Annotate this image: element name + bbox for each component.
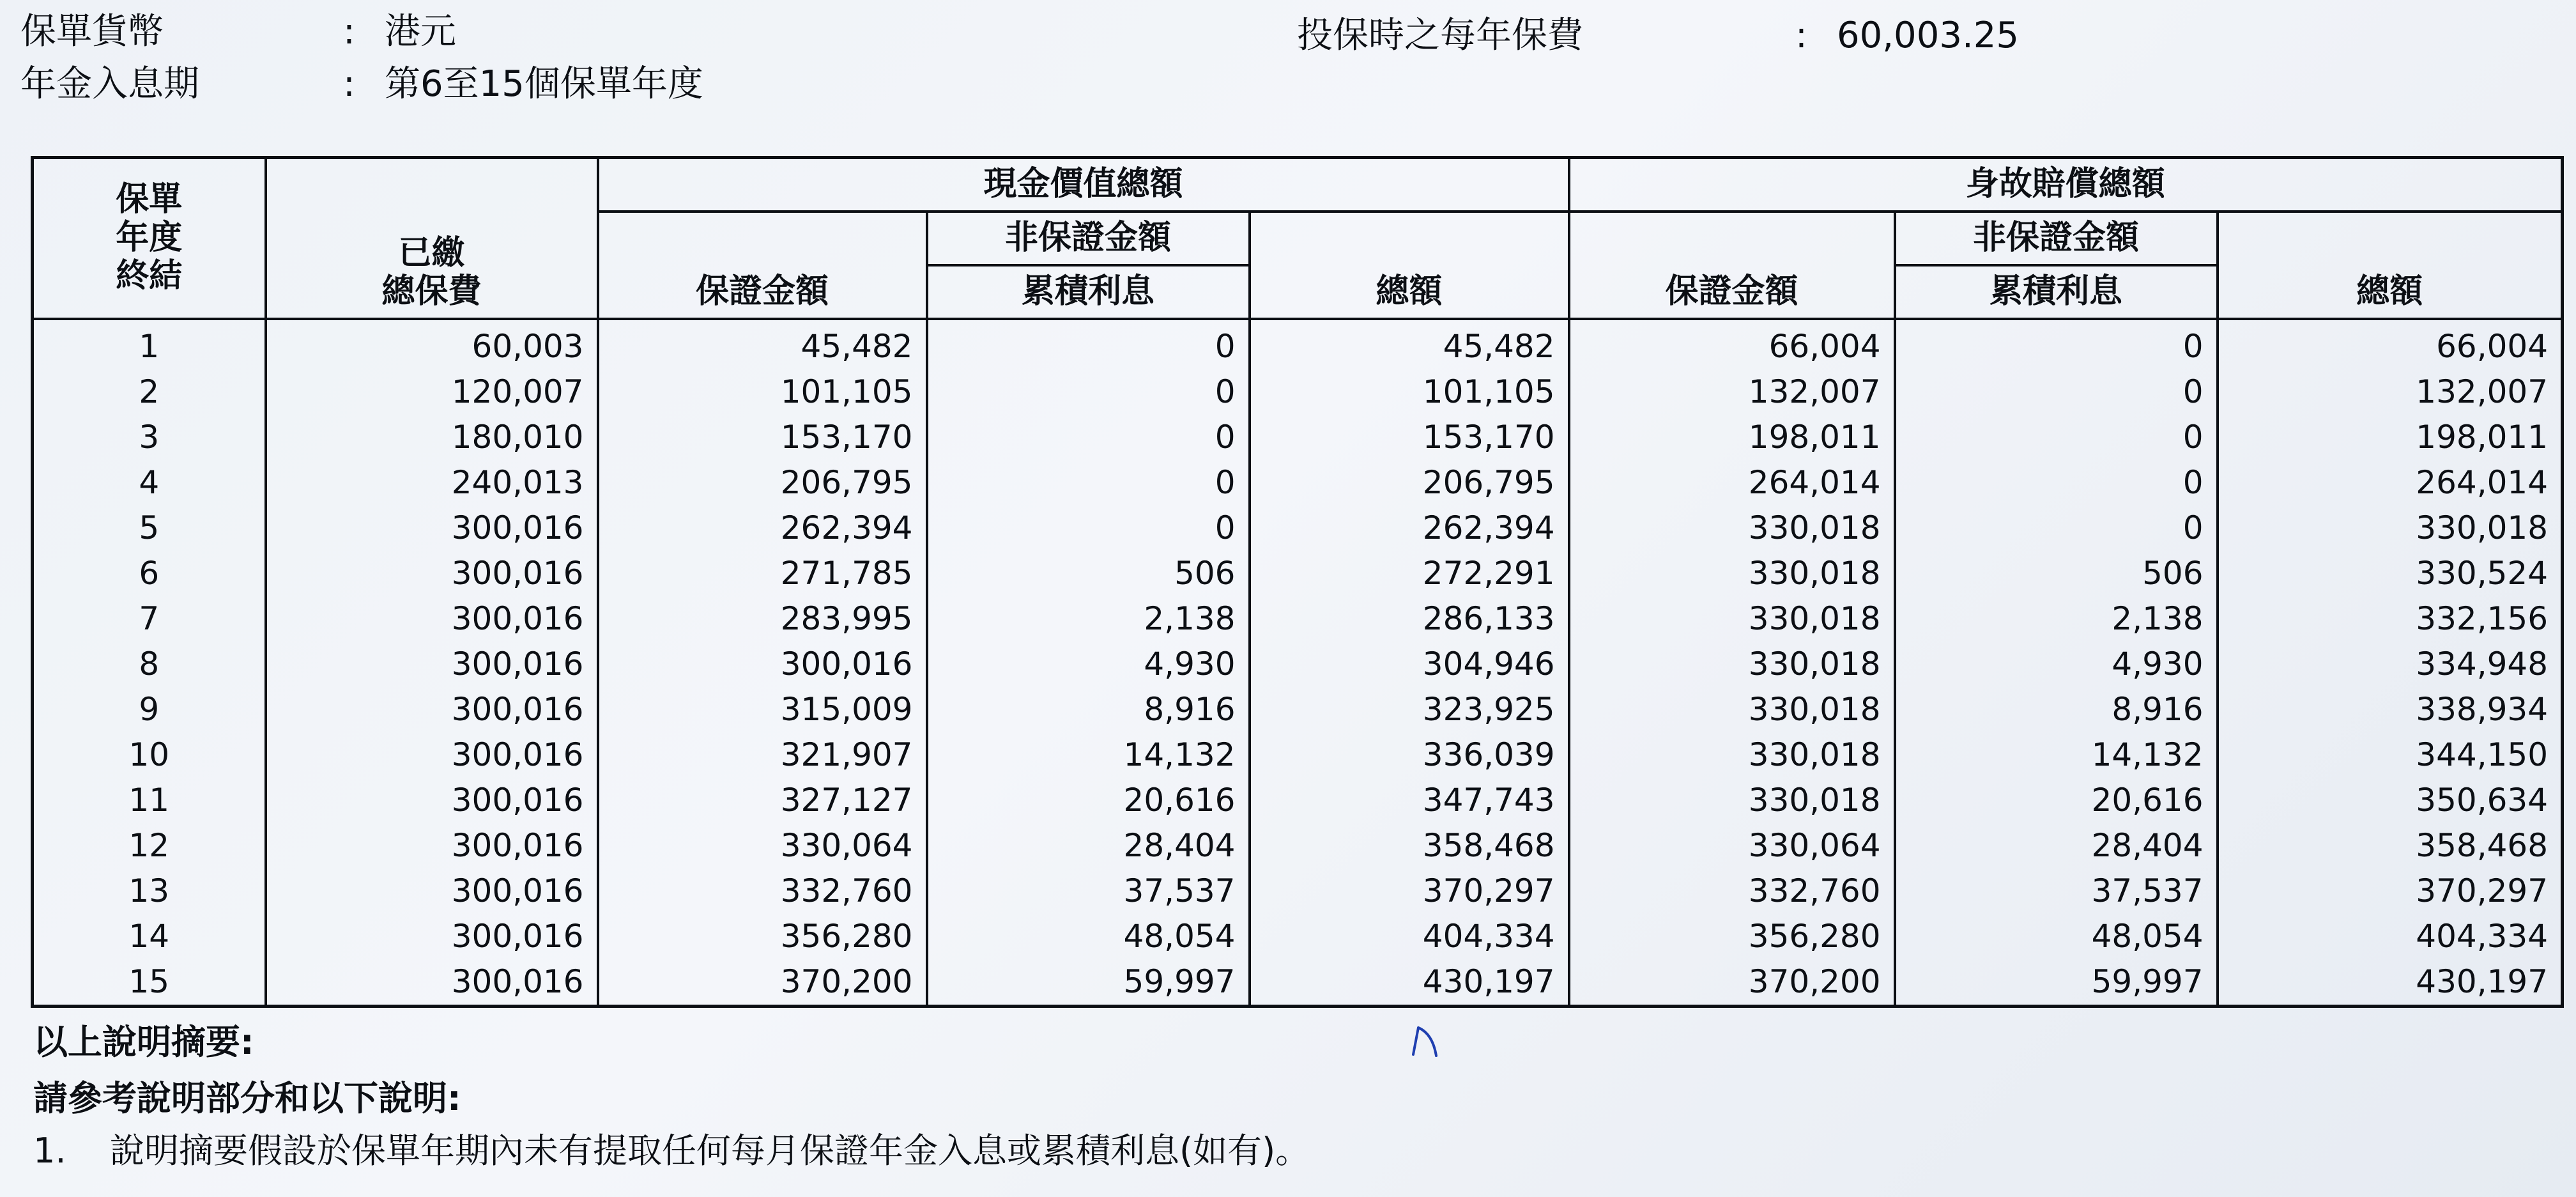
refer-heading: 請參考說明部分和以下說明:	[33, 1078, 461, 1118]
cell-total-paid: 240,013	[266, 460, 598, 506]
cell-death-guaranteed: 330,018	[1569, 687, 1895, 732]
cell-death-accumulated-interest: 0	[1895, 506, 2218, 551]
annuity-value: 第6至15個保單年度	[385, 63, 703, 105]
cell-cash-guaranteed: 206,795	[598, 460, 927, 506]
cell-death-guaranteed: 330,018	[1569, 596, 1895, 642]
annuity-colon: :	[343, 63, 355, 105]
table-row	[33, 319, 2563, 369]
table-row	[33, 415, 2563, 460]
cell-death-guaranteed: 330,018	[1569, 551, 1895, 596]
cell-total-paid: 300,016	[266, 732, 598, 778]
cell-cash-accumulated-interest: 20,616	[927, 778, 1250, 823]
table-row	[33, 642, 2563, 687]
cell-death-guaranteed: 264,014	[1569, 460, 1895, 506]
cell-cash-accumulated-interest: 0	[927, 319, 1250, 369]
cell-death-guaranteed: 198,011	[1569, 415, 1895, 460]
cell-cash-guaranteed: 370,200	[598, 959, 927, 1007]
cell-total-paid: 300,016	[266, 551, 598, 596]
cell-policy-year: 2	[33, 369, 266, 415]
table-row	[33, 914, 2563, 959]
cell-cash-accumulated-interest: 4,930	[927, 642, 1250, 687]
cell-cash-total: 153,170	[1250, 415, 1569, 460]
cell-death-guaranteed: 332,760	[1569, 869, 1895, 914]
cell-death-accumulated-interest: 0	[1895, 319, 2218, 369]
cell-cash-accumulated-interest: 14,132	[927, 732, 1250, 778]
cell-cash-total: 304,946	[1250, 642, 1569, 687]
note-1-number: 1.	[33, 1131, 66, 1171]
table-row	[33, 506, 2563, 551]
table-row	[33, 460, 2563, 506]
cell-cash-guaranteed: 153,170	[598, 415, 927, 460]
cell-death-accumulated-interest: 48,054	[1895, 914, 2218, 959]
header-policy-year	[33, 158, 266, 319]
header-cash-value-total: 現金價值總額	[598, 158, 1569, 212]
cell-policy-year: 14	[33, 914, 266, 959]
cell-cash-total: 430,197	[1250, 959, 1569, 1007]
cell-cash-accumulated-interest: 37,537	[927, 869, 1250, 914]
header-policy-year-line2: 年度	[116, 218, 183, 257]
annual-premium-colon: :	[1795, 15, 1807, 56]
cell-total-paid: 180,010	[266, 415, 598, 460]
cell-death-accumulated-interest: 0	[1895, 460, 2218, 506]
cell-cash-total: 206,795	[1250, 460, 1569, 506]
cell-cash-accumulated-interest: 48,054	[927, 914, 1250, 959]
cell-death-accumulated-interest: 8,916	[1895, 687, 2218, 732]
cell-cash-total: 45,482	[1250, 319, 1569, 369]
header-policy-year-line1: 保單	[116, 180, 183, 219]
cell-cash-guaranteed: 321,907	[598, 732, 927, 778]
cell-cash-total: 272,291	[1250, 551, 1569, 596]
cell-death-total: 358,468	[2218, 823, 2563, 869]
cell-death-accumulated-interest: 20,616	[1895, 778, 2218, 823]
cell-death-guaranteed: 330,018	[1569, 732, 1895, 778]
cell-cash-accumulated-interest: 0	[927, 415, 1250, 460]
cell-cash-guaranteed: 45,482	[598, 319, 927, 369]
cell-death-total: 332,156	[2218, 596, 2563, 642]
cell-cash-total: 404,334	[1250, 914, 1569, 959]
annuity-label: 年金入息期	[20, 63, 199, 105]
cell-total-paid: 300,016	[266, 642, 598, 687]
note-1-text: 說明摘要假設於保單年期內未有提取任何每月保證年金入息或累積利息(如有)。	[110, 1131, 1310, 1171]
cell-death-guaranteed: 330,018	[1569, 642, 1895, 687]
cell-cash-guaranteed: 315,009	[598, 687, 927, 732]
cell-death-total: 198,011	[2218, 415, 2563, 460]
cell-death-accumulated-interest: 28,404	[1895, 823, 2218, 869]
cell-death-accumulated-interest: 0	[1895, 415, 2218, 460]
cell-total-paid: 300,016	[266, 869, 598, 914]
cell-death-accumulated-interest: 0	[1895, 369, 2218, 415]
table-row	[33, 687, 2563, 732]
cell-death-accumulated-interest: 14,132	[1895, 732, 2218, 778]
cell-death-total: 264,014	[2218, 460, 2563, 506]
cell-total-paid: 300,016	[266, 596, 598, 642]
currency-label: 保單貨幣	[20, 11, 164, 52]
cell-total-paid: 60,003	[266, 319, 598, 369]
header-death-guaranteed: 保證金額	[1569, 212, 1895, 319]
cell-death-total: 404,334	[2218, 914, 2563, 959]
cell-death-accumulated-interest: 4,930	[1895, 642, 2218, 687]
cell-death-total: 330,018	[2218, 506, 2563, 551]
header-total-paid-line1: 已繳	[398, 233, 465, 272]
table-row	[33, 596, 2563, 642]
cell-cash-total: 323,925	[1250, 687, 1569, 732]
currency-colon: :	[343, 11, 355, 52]
cell-death-guaranteed: 330,018	[1569, 506, 1895, 551]
header-cash-non-guaranteed: 非保證金額	[927, 212, 1250, 265]
cell-cash-accumulated-interest: 0	[927, 506, 1250, 551]
table-row	[33, 732, 2563, 778]
cell-policy-year: 13	[33, 869, 266, 914]
policy-illustration-table	[31, 156, 2564, 1008]
cell-policy-year: 8	[33, 642, 266, 687]
cell-death-total: 338,934	[2218, 687, 2563, 732]
cell-policy-year: 11	[33, 778, 266, 823]
cell-cash-total: 262,394	[1250, 506, 1569, 551]
cell-total-paid: 300,016	[266, 914, 598, 959]
table-row	[33, 823, 2563, 869]
cell-cash-total: 101,105	[1250, 369, 1569, 415]
cell-death-accumulated-interest: 59,997	[1895, 959, 2218, 1007]
cell-policy-year: 15	[33, 959, 266, 1007]
cell-death-guaranteed: 356,280	[1569, 914, 1895, 959]
cell-policy-year: 3	[33, 415, 266, 460]
cell-death-guaranteed: 132,007	[1569, 369, 1895, 415]
cell-death-total: 370,297	[2218, 869, 2563, 914]
currency-value: 港元	[385, 11, 456, 52]
cell-total-paid: 300,016	[266, 823, 598, 869]
cell-cash-accumulated-interest: 59,997	[927, 959, 1250, 1007]
cell-cash-guaranteed: 332,760	[598, 869, 927, 914]
table-header	[33, 158, 2563, 319]
cell-cash-total: 358,468	[1250, 823, 1569, 869]
cell-policy-year: 6	[33, 551, 266, 596]
cell-policy-year: 10	[33, 732, 266, 778]
table-row	[33, 959, 2563, 1007]
cell-death-accumulated-interest: 37,537	[1895, 869, 2218, 914]
cell-cash-guaranteed: 283,995	[598, 596, 927, 642]
header-death-total: 總額	[2218, 212, 2563, 319]
cell-death-guaranteed: 330,064	[1569, 823, 1895, 869]
cell-policy-year: 5	[33, 506, 266, 551]
cell-policy-year: 12	[33, 823, 266, 869]
table-row	[33, 778, 2563, 823]
cell-cash-accumulated-interest: 0	[927, 369, 1250, 415]
cell-total-paid: 300,016	[266, 506, 598, 551]
table-body	[33, 319, 2563, 1007]
cell-total-paid: 120,007	[266, 369, 598, 415]
header-cash-guaranteed: 保證金額	[598, 212, 927, 319]
cell-cash-total: 286,133	[1250, 596, 1569, 642]
cell-cash-guaranteed: 330,064	[598, 823, 927, 869]
cell-cash-guaranteed: 262,394	[598, 506, 927, 551]
cell-cash-accumulated-interest: 2,138	[927, 596, 1250, 642]
header-death-non-guaranteed: 非保證金額	[1895, 212, 2218, 265]
annual-premium-value: 60,003.25	[1837, 15, 2020, 56]
cell-death-accumulated-interest: 2,138	[1895, 596, 2218, 642]
annual-premium-label: 投保時之每年保費	[1297, 15, 1583, 56]
header-cash-total: 總額	[1250, 212, 1569, 319]
cell-death-guaranteed: 370,200	[1569, 959, 1895, 1007]
cell-total-paid: 300,016	[266, 778, 598, 823]
summary-heading: 以上說明摘要:	[33, 1022, 254, 1062]
cell-cash-accumulated-interest: 28,404	[927, 823, 1250, 869]
table-row	[33, 551, 2563, 596]
cell-policy-year: 1	[33, 319, 266, 369]
header-death-benefit-total: 身故賠償總額	[1569, 158, 2563, 212]
handwritten-mark	[1406, 1023, 1444, 1061]
cell-total-paid: 300,016	[266, 687, 598, 732]
cell-cash-accumulated-interest: 0	[927, 460, 1250, 506]
header-total-paid	[266, 158, 598, 319]
cell-death-total: 334,948	[2218, 642, 2563, 687]
header-total-paid-line2: 總保費	[381, 272, 482, 311]
cell-total-paid: 300,016	[266, 959, 598, 1007]
cell-cash-total: 347,743	[1250, 778, 1569, 823]
cell-death-total: 350,634	[2218, 778, 2563, 823]
header-cash-accumulated-interest: 累積利息	[927, 265, 1250, 319]
cell-policy-year: 9	[33, 687, 266, 732]
cell-cash-accumulated-interest: 506	[927, 551, 1250, 596]
cell-death-total: 66,004	[2218, 319, 2563, 369]
cell-cash-accumulated-interest: 8,916	[927, 687, 1250, 732]
cell-death-guaranteed: 66,004	[1569, 319, 1895, 369]
cell-death-guaranteed: 330,018	[1569, 778, 1895, 823]
cell-cash-guaranteed: 356,280	[598, 914, 927, 959]
cell-death-total: 430,197	[2218, 959, 2563, 1007]
header-death-accumulated-interest: 累積利息	[1895, 265, 2218, 319]
cell-cash-guaranteed: 101,105	[598, 369, 927, 415]
cell-cash-guaranteed: 271,785	[598, 551, 927, 596]
cell-cash-total: 336,039	[1250, 732, 1569, 778]
cell-death-total: 132,007	[2218, 369, 2563, 415]
cell-death-total: 344,150	[2218, 732, 2563, 778]
cell-cash-guaranteed: 300,016	[598, 642, 927, 687]
cell-death-total: 330,524	[2218, 551, 2563, 596]
cell-cash-total: 370,297	[1250, 869, 1569, 914]
cell-policy-year: 4	[33, 460, 266, 506]
table-row	[33, 369, 2563, 415]
header-policy-year-line3: 終結	[116, 256, 183, 295]
cell-policy-year: 7	[33, 596, 266, 642]
cell-death-accumulated-interest: 506	[1895, 551, 2218, 596]
table-row	[33, 869, 2563, 914]
note-1	[33, 1124, 1310, 1173]
cell-cash-guaranteed: 327,127	[598, 778, 927, 823]
